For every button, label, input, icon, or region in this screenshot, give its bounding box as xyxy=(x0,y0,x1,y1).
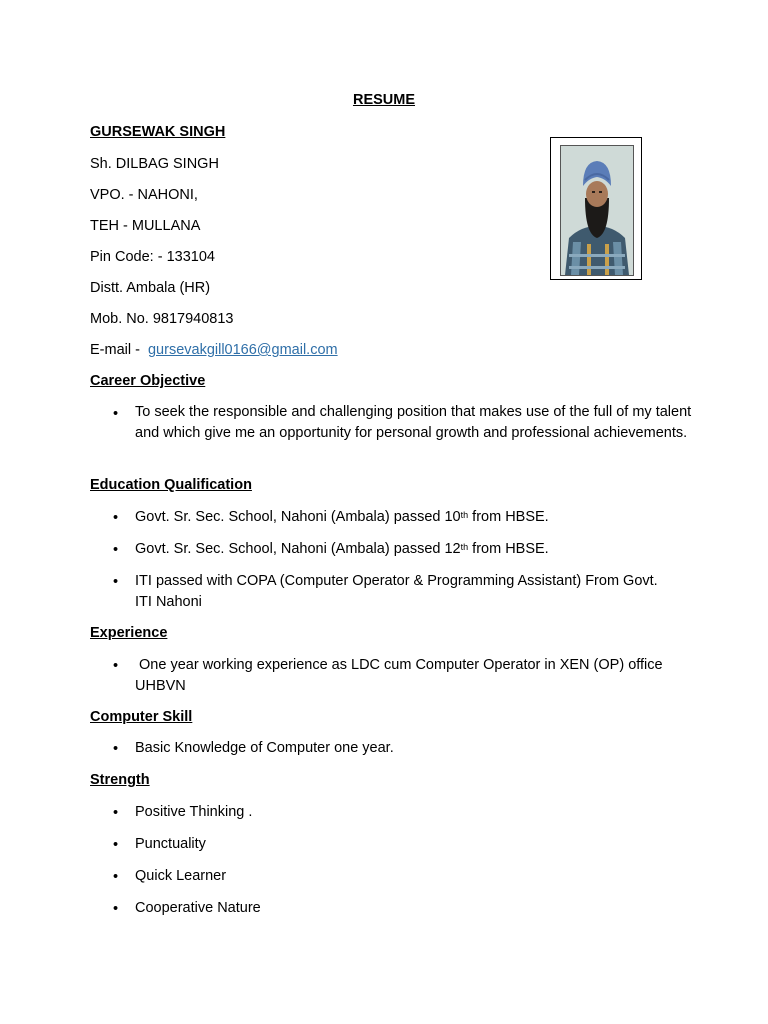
strength-item: Cooperative Nature xyxy=(135,900,261,916)
experience-heading: Experience xyxy=(90,625,168,641)
address-line-village: VPO. - NAHONI, xyxy=(90,187,198,203)
bullet-icon: • xyxy=(113,869,119,885)
candidate-name: GURSEWAK SINGH xyxy=(90,124,226,140)
bullet-icon: • xyxy=(113,837,119,853)
bullet-icon: • xyxy=(113,406,119,422)
document-title: RESUME xyxy=(352,92,416,108)
bullet-icon: • xyxy=(113,658,119,674)
bullet-icon: • xyxy=(113,510,119,526)
education-item-10th xyxy=(135,507,695,528)
education-item-iti: ITI passed with COPA (Computer Operator & Programming Assistant) From Govt. ITI Nahoni xyxy=(135,573,658,610)
profile-photo xyxy=(550,137,642,280)
address-line-district: Distt. Ambala (HR) xyxy=(90,280,211,296)
career-objective-text: To seek the responsible and challenging position that makes use of the full of my talent and which give me an opportunity for personal growth and professional achievements. xyxy=(135,404,692,441)
email-line xyxy=(90,341,338,359)
bullet-icon: • xyxy=(113,741,119,757)
strength-heading: Strength xyxy=(90,772,150,788)
email-link[interactable]: gursevakgill0166@gmail.com xyxy=(147,342,338,358)
mobile-number: Mob. No. 9817940813 xyxy=(90,311,234,327)
computer-skill-item: Basic Knowledge of Computer one year. xyxy=(135,740,394,756)
address-line-father: Sh. DILBAG SINGH xyxy=(90,156,219,172)
education-item-12th xyxy=(135,539,695,560)
experience-item: One year working experience as LDC cum Computer Operator in XEN (OP) office UHBVN xyxy=(135,657,667,694)
photo-image xyxy=(560,145,634,276)
bullet-icon: • xyxy=(113,542,119,558)
strength-item: Quick Learner xyxy=(135,868,227,884)
education-item-10th-text: Govt. Sr. Sec. School, Nahoni (Ambala) passed 10 xyxy=(135,509,461,525)
person-portrait-icon xyxy=(561,146,633,275)
education-item-10th-board: from HBSE. xyxy=(468,509,549,525)
bullet-icon: • xyxy=(113,901,119,917)
career-objective-heading: Career Objective xyxy=(90,373,206,389)
ordinal-suffix: th xyxy=(460,510,469,520)
education-item-12th-board: from HBSE. xyxy=(468,541,549,557)
address-line-tehsil: TEH - MULLANA xyxy=(90,218,201,234)
address-line-pincode: Pin Code: - 133104 xyxy=(90,249,215,265)
email-label: E-mail - xyxy=(90,342,144,358)
bullet-icon: • xyxy=(113,574,119,590)
education-heading: Education Qualification xyxy=(90,477,252,493)
computer-skill-heading: Computer Skill xyxy=(90,709,193,725)
bullet-icon: • xyxy=(113,805,119,821)
ordinal-suffix: th xyxy=(460,542,469,552)
education-item-12th-text: Govt. Sr. Sec. School, Nahoni (Ambala) passed 12 xyxy=(135,541,461,557)
strength-item: Positive Thinking . xyxy=(135,804,253,820)
strength-item: Punctuality xyxy=(135,836,206,852)
